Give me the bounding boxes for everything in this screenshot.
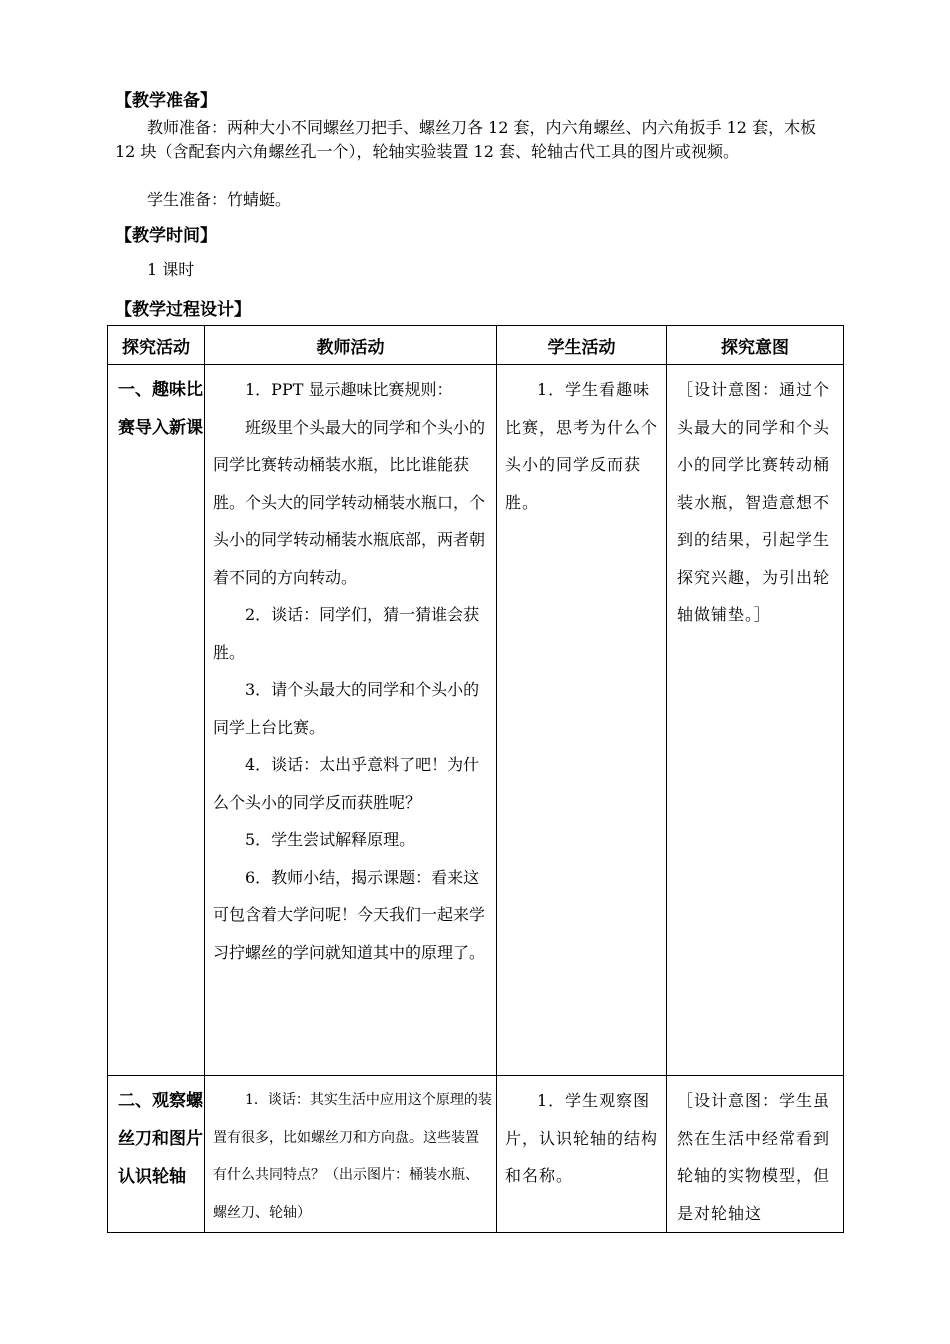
teacher-cell	[205, 1076, 497, 1233]
teacher-step: 3．请个头最大的同学和个头小的同学上台比赛。	[213, 680, 480, 737]
time-paragraph	[115, 258, 840, 282]
prep-heading: 【教学准备】	[115, 91, 217, 111]
table-row	[108, 365, 844, 1076]
student-prep-text: 学生准备：竹蜻蜓。	[147, 190, 292, 209]
teacher-step: 6．教师小结，揭示课题：看来这可包含着大学问呢！今天我们一起来学习拧螺丝的学问就知道其中的原理了。	[213, 867, 486, 962]
teacher-step: 5．学生尝试解释原理。	[245, 830, 416, 849]
student-cell	[497, 365, 667, 1076]
process-table	[107, 325, 844, 1233]
activity-label: 一、趣味比赛导入新课	[118, 380, 203, 438]
intent-cell	[667, 1076, 844, 1233]
activity-cell	[108, 1076, 205, 1233]
time-value: 1 课时	[147, 260, 195, 279]
header-activity: 探究活动	[108, 326, 205, 365]
student-cell	[497, 1076, 667, 1233]
teacher-prep-paragraph	[115, 116, 840, 164]
teacher-step: 2．谈话：同学们，猜一猜谁会获胜。	[213, 605, 480, 662]
student-prep-paragraph	[115, 188, 840, 212]
process-heading: 【教学过程设计】	[115, 300, 251, 320]
intent-cell	[667, 365, 844, 1076]
teacher-step: 1．PPT 显示趣味比赛规则：	[245, 380, 453, 399]
student-text: 1．学生观察图片，认识轮轴的结构和名称。	[505, 1091, 659, 1185]
header-teacher: 教师活动	[205, 326, 497, 365]
teacher-cell	[205, 365, 497, 1076]
teacher-step: 班级里个头最大的同学和个头小的同学比赛转动桶装水瓶，比比谁能获胜。个头大的同学转动桶装水瓶口，个头小的同学转动桶装水瓶底部，两者朝着不同的方向转动。	[213, 417, 486, 587]
activity-label: 二、观察螺丝刀和图片认识轮轴	[118, 1091, 203, 1187]
activity-cell	[108, 365, 205, 1076]
intent-text: ［设计意图：通过个头最大的同学和个头小的同学比赛转动桶装水瓶，智造意想不到的结果，引起学生探究兴趣，为引出轮轴做铺垫。］	[677, 380, 831, 624]
teacher-prep-text: 教师准备：两种大小不同螺丝刀把手、螺丝刀各 12 套，内六角螺丝、内六角扳手 12 套，木板 12 块（含配套内六角螺丝孔一个），轮轴实验装置 12 套、轮轴古代工具的图片或视频。	[115, 118, 817, 161]
intent-text: ［设计意图：学生虽然在生活中经常看到轮轴的实物模型，但是对轮轴这	[677, 1091, 831, 1223]
teacher-step: 1．谈话：其实生活中应用这个原理的装置有很多，比如螺丝刀和方向盘。这些装置有什么共同特点？（出示图片：桶装水瓶、螺丝刀、轮轴）	[213, 1092, 492, 1221]
header-intent: 探究意图	[667, 326, 844, 365]
time-heading: 【教学时间】	[115, 226, 217, 246]
header-student: 学生活动	[497, 326, 667, 365]
teacher-step: 4．谈话：太出乎意料了吧！为什么个头小的同学反而获胜呢？	[213, 755, 480, 812]
table-header-row	[108, 326, 844, 365]
table-row	[108, 1076, 844, 1233]
student-text: 1．学生看趣味比赛，思考为什么个头小的同学反而获胜。	[505, 380, 659, 512]
